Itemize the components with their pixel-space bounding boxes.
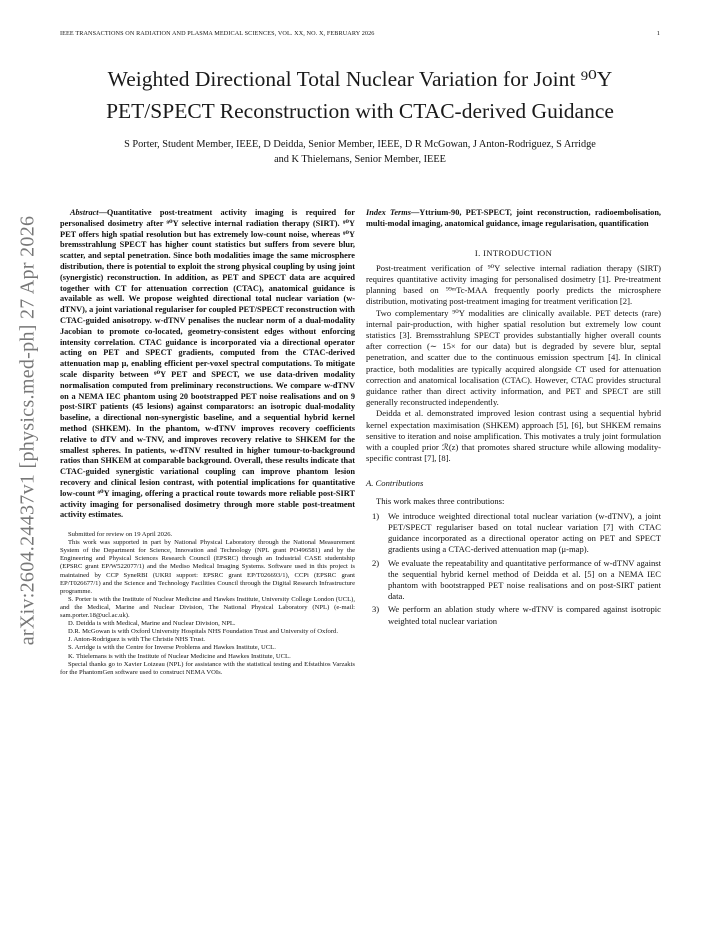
footnotes xyxy=(60,531,355,677)
footnote: K. Thielemans is with the Institute of Nuclear Medicine and Hawkes Institute, UCL. xyxy=(68,652,291,660)
footnote: D.R. McGowan is with Oxford University Hospitals NHS Foundation Trust and University of Oxford. xyxy=(68,628,338,636)
footnote: Submitted for review on 19 April 2026. xyxy=(68,531,173,539)
author-list xyxy=(60,137,660,167)
running-head: IEEE TRANSACTIONS ON RADIATION AND PLASMA MEDICAL SCIENCES, VOL. XX, NO. X, FEBRUARY 2026 xyxy=(60,30,375,37)
abstract-text: —Quantitative post-treatment activity imaging is required for personalised dosimetry after ⁹⁰Y selective internal radiation therapy (SIRT). ⁹⁰Y PET offers high spatial resolution but has extremely low-count noise, whereas ⁹⁰Y bremsstrahlung SPECT has higher count statistics but suffers from severe blur, scatter, and septal penetration. Since both modalities image the same microsphere distribution, there is potential to exploit the strong physical coupling by using joint (synergistic) reconstruction. In addition, as PET and SPECT data are acquired together with CT for attenuation correction (CTAC), anatomical guidance is available as well. We propose weighted directional total nuclear variation (w-dTNV), a joint variational regulariser for coupled PET/SPECT reconstruction with CTAC-guided anisotropy. w-dTNV penalises the nuclear norm of a dual-modality Jacobian to promote co-located, geometry-consistent edges without enforcing intensity correlation. CTAC guidance is incorporated via a directional operator acting on PET and SPECT gradients, computed from the CTAC-derived attenuation map μ, enabling efficient per-voxel spectral computations. To mitigate scale disparity between ⁹⁰Y PET and SPECT, we use data-driven modality normalisation computed from preliminary reconstructions. We compare w-dTNV on a NEMA IEC phantom using 20 bootstrapped PET noise realisations and on 9 post-SIRT patients (45 lesions) against comparators: an isotropic dual-modality baseline, a directional non-synergistic baseline, and a sequential hybrid kernel method (SHKEM). In the phantom, w-dTNV improves recovery coefficients relative to dTV and w-TNV, and improves recovery relative to SHKEM for the smallest spheres. In patients, w-dTNV resulted in higher tumour-to-background ratios than SHKEM at comparable background. Overall, these results indicate that CTAC-guided synergistic variational coupling can improve phantom lesion recovery and clinical lesion contrast, with potential implications for quantitative low-count ⁹⁰Y imaging, offering a practical route towards more reliable post-SIRT activity imaging for personalised dosimetry through more stable post-treatment activity estimates. xyxy=(60,208,355,520)
footnote: J. Anton-Rodriguez is with The Christie NHS Trust. xyxy=(68,636,206,644)
subsection-heading-contributions: A. Contributions xyxy=(366,478,424,489)
authors-line-1: S Porter, Student Member, IEEE, D Deidda, Senior Member, IEEE, D R McGowan, J Anton-Rodriguez, S Arridge xyxy=(124,139,596,150)
contributions-intro: This work makes three contributions: xyxy=(376,495,505,506)
left-column xyxy=(60,208,355,677)
list-item: 2) We evaluate the repeatability and quantitative performance of w-dTNV against the sequential hybrid kernel method of Deidda et al. [5] on a NEMA IEC phantom with bootstrapped PET noise realisations and on post-SIRT patient data. xyxy=(372,557,661,602)
body-paragraph: Deidda et al. demonstrated improved lesion contrast using a sequential hybrid kernel expectation maximisation (SHKEM) approach [5], [6], but SHKEM remains sensitive to iteration and noise amplification. This motivates a truly joint formulation with a coupled prior ℛ(z) that promotes shared structure while allowing modality-specific contrast [7], [8]. xyxy=(366,408,661,464)
paper-title xyxy=(60,63,660,127)
index-terms-text: —Yttrium-90, PET-SPECT, joint reconstruction, radioembolisation, multi-modal imaging, anatomical guidance, image regularisation, quantification xyxy=(366,208,662,228)
index-terms xyxy=(366,208,661,230)
authors-line-2: and K Thielemans, Senior Member, IEEE xyxy=(274,154,446,165)
index-terms-label: Index Terms xyxy=(366,208,411,217)
body-paragraph: Post-treatment verification of ⁹⁰Y selective internal radiation therapy (SIRT) requires quantitative activity imaging for personalised dosimetry [1]. Pre-treatment planning based on ⁹⁹ᵐTc-MAA frequently poorly predicts the microsphere distribution, motivating post-treatment imaging for treatment verification [2]. xyxy=(366,262,661,307)
list-item: 3) We perform an ablation study where w-dTNV is compared against isotropic weighted total nuclear variation xyxy=(372,604,661,626)
right-column xyxy=(366,208,661,629)
abstract-label: Abstract xyxy=(70,208,99,217)
title-line-1: Weighted Directional Total Nuclear Variation for Joint ⁹⁰Y xyxy=(107,67,613,91)
abstract xyxy=(60,208,355,521)
section-heading-introduction: I. INTRODUCTION xyxy=(474,247,553,258)
page-number: 1 xyxy=(656,30,660,37)
footnote: D. Deidda is with Medical, Marine and Nuclear Division, NPL. xyxy=(68,620,236,628)
arxiv-stamp xyxy=(8,200,48,660)
body-paragraph: Two complementary ⁹⁰Y modalities are clinically available. PET detects (rare) internal pair-production, with higher spatial resolution but extremely low count statistics [3]. Bremsstrahlung SPECT provides substantially higher overall counts after correction (∼ 15× for our data) but is degraded by severe blur, septal penetration, and scatter due to the continuous emission spectrum [4]. In clinical practice, both modalities are typically acquired alongside CT used for attenuation correction and anatomical localisation (CTAC). However, CTAC provides structural guidance rather than direct activity information, and PET and SPECT are still generally reconstructed independently. xyxy=(366,307,661,408)
footnote: S. Arridge is with the Centre for Inverse Problems and Hawkes Institute, UCL. xyxy=(68,644,276,652)
footnote: S. Porter is with the Institute of Nuclear Medicine and Hawkes Institute, University College London (UCL), and the Medical, Marine and Nuclear Division, The National Physical Laboratory (NPL) (e-mail: sam.porter.18@ucl.ac.uk). xyxy=(60,595,355,620)
contributions-list xyxy=(366,511,661,627)
title-line-2: PET/SPECT Reconstruction with CTAC-derived Guidance xyxy=(106,99,614,123)
list-item: 1) We introduce weighted directional total nuclear variation (w-dTNV), a joint PET/SPECT regulariser based on total nuclear variation [7] with CTAC guidance incorporated as a directional operator acting on PET and SPECT gradients using a CTAC-derived attenuation map (μ-map). xyxy=(372,510,661,555)
arxiv-stamp-text: arXiv:2604.24437v1 [physics.med-ph] 27 Apr 2026 xyxy=(16,215,39,645)
footnote: This work was supported in part by National Physical Laboratory through the National Measurement System of the Department for Science, Innovation and Technology (NPL grant PO496581) and by the Engineering and Physical Sciences Research Council (EPSRC) through an Industrial CASE studentship (EPSRC grant EP/W522077/1) and the Mediso Medical Imaging Systems. Software used in this project is maintained by CCP SyneRBI (UKRI support: EPSRC grant EP/T026693/1), CCPi (EPSRC grant EP/T026677/1) and the Science and Technology Facilities Council through the Digital Research Infrastructure programme. xyxy=(60,539,355,595)
footnote: Special thanks go to Xavier Loizeau (NPL) for assistance with the statistical testing and Efstathios Varzakis for the PhantomGen software used to construct NEMA VOIs. xyxy=(60,660,355,676)
